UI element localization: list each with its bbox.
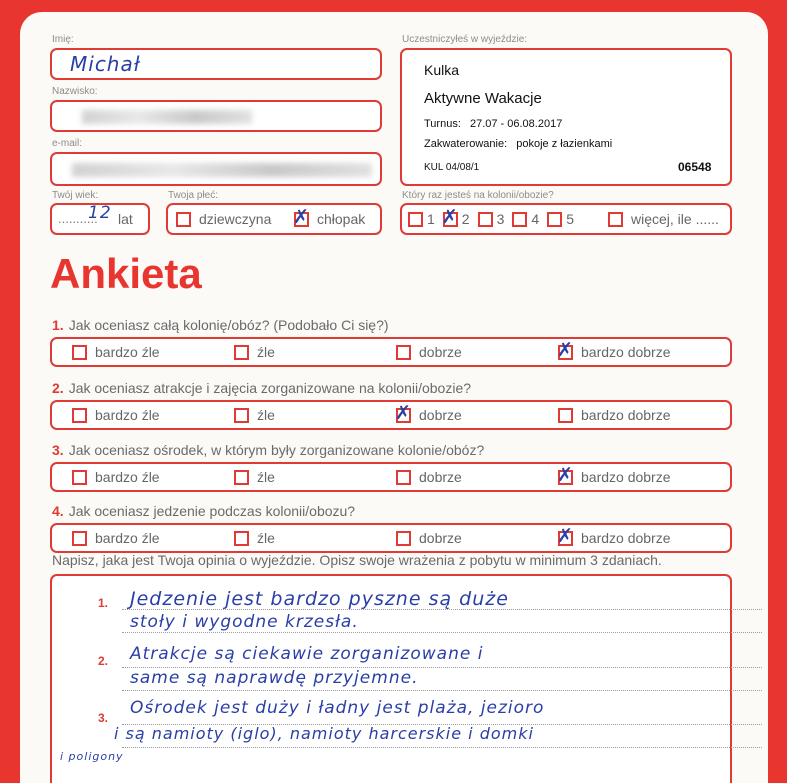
- opinion-line: stoły i wygodne krzesła.: [130, 612, 359, 632]
- check-mark-icon: ✗: [557, 524, 573, 547]
- rating-label: bardzo źle: [95, 407, 160, 423]
- trip-code: KUL 04/08/1: [424, 162, 480, 173]
- rating-label: bardzo dobrze: [581, 469, 671, 485]
- redacted-surname: [82, 110, 252, 124]
- turnus-row: [424, 118, 562, 130]
- ktory-raz-label: Który raz jesteś na kolonii/obozie?: [402, 190, 554, 201]
- option-1[interactable]: [72, 469, 160, 485]
- rating-checkbox[interactable]: [396, 345, 411, 360]
- question-1-text: [52, 317, 389, 333]
- opinion-number: 3.: [98, 711, 109, 725]
- rating-checkbox[interactable]: [396, 531, 411, 546]
- rating-checkbox[interactable]: [72, 345, 87, 360]
- option-3[interactable]: [396, 469, 462, 485]
- wiek-label: Twój wiek:: [52, 190, 99, 201]
- opinion-line: i poligony: [60, 750, 124, 763]
- question-label: Jak oceniasz atrakcje i zajęcia zorganizowane na kolonii/obozie?: [68, 380, 472, 396]
- opinion-number: 2.: [98, 654, 109, 668]
- opinion-number: 1.: [98, 596, 109, 610]
- opinion-line: Atrakcje są ciekawie zorganizowane i: [130, 644, 484, 664]
- zakw-label: Zakwaterowanie:: [424, 138, 508, 150]
- rating-label: dobrze: [419, 469, 462, 485]
- wiek-dots: ...........: [58, 211, 98, 226]
- nazwisko-field[interactable]: [50, 100, 382, 132]
- times-option-2[interactable]: [441, 205, 470, 228]
- rating-label: źle: [257, 344, 275, 360]
- opinion-box[interactable]: [50, 574, 732, 783]
- question-1-options: [50, 337, 732, 367]
- option-wiecej[interactable]: [608, 211, 719, 227]
- plec-field: [166, 203, 382, 235]
- question-number: 3.: [52, 442, 64, 458]
- imie-label: Imię:: [52, 34, 74, 45]
- chlopak-label: chłopak: [317, 211, 366, 227]
- rating-label: źle: [257, 469, 275, 485]
- check-mark-icon: ✗: [557, 338, 573, 361]
- rating-checkbox[interactable]: [557, 463, 573, 486]
- times-option-3[interactable]: [478, 211, 505, 227]
- zakw-row: [424, 138, 612, 150]
- question-number: 2.: [52, 380, 64, 396]
- question-4-options: [50, 523, 732, 553]
- opinion-line: Ośrodek jest duży i ładny jest plaża, jezioro: [130, 698, 545, 718]
- trip-name: Kulka: [424, 62, 460, 78]
- times-checkbox[interactable]: [408, 212, 423, 227]
- rating-checkbox[interactable]: [396, 470, 411, 485]
- survey-sheet: [20, 12, 768, 783]
- times-checkbox[interactable]: [512, 212, 527, 227]
- option-dziewczyna[interactable]: [176, 211, 271, 227]
- uczestniczyles-label: Uczestniczyłeś w wyjeździe:: [402, 34, 528, 45]
- option-1[interactable]: [72, 530, 160, 546]
- trip-program: Aktywne Wakacje: [424, 90, 542, 107]
- rule-line: [122, 632, 762, 633]
- question-label: Jak oceniasz ośrodek, w którym były zorganizowane kolonie/obóz?: [68, 442, 485, 458]
- redacted-email: [72, 163, 372, 177]
- chlopak-checkbox[interactable]: [293, 205, 309, 228]
- wiecej-checkbox[interactable]: [608, 212, 623, 227]
- trip-info-box: [400, 48, 732, 186]
- rating-checkbox[interactable]: [395, 401, 411, 424]
- rating-checkbox[interactable]: [558, 408, 573, 423]
- zakw-value: pokoje z łazienkami: [516, 138, 613, 150]
- times-label: 2: [461, 211, 470, 227]
- rating-checkbox[interactable]: [557, 524, 573, 547]
- email-label: e-mail:: [52, 138, 83, 149]
- rating-label: bardzo dobrze: [581, 407, 671, 423]
- option-4[interactable]: [557, 463, 671, 486]
- opinion-line: i są namioty (iglo), namioty harcerskie i domki: [114, 724, 534, 743]
- rating-checkbox[interactable]: [234, 408, 249, 423]
- question-3-options: [50, 462, 732, 492]
- times-option-5[interactable]: [547, 211, 574, 227]
- times-checkbox[interactable]: [441, 205, 458, 228]
- rating-label: bardzo źle: [95, 469, 160, 485]
- question-number: 1.: [52, 317, 64, 333]
- rating-checkbox[interactable]: [72, 531, 87, 546]
- imie-value: Michał: [70, 52, 141, 76]
- trip-number: 06548: [678, 160, 712, 174]
- rule-line: [122, 690, 762, 691]
- rating-label: bardzo dobrze: [581, 530, 671, 546]
- rating-label: bardzo dobrze: [581, 344, 671, 360]
- option-3[interactable]: [396, 530, 462, 546]
- question-label: Jak oceniasz jedzenie podczas kolonii/obozu?: [68, 503, 356, 519]
- option-2[interactable]: [234, 530, 275, 546]
- question-4-text: [52, 503, 355, 519]
- times-label: 1: [427, 211, 435, 227]
- rating-checkbox[interactable]: [72, 408, 87, 423]
- question-3-text: [52, 442, 484, 458]
- rating-checkbox[interactable]: [72, 470, 87, 485]
- times-options: [408, 205, 574, 228]
- times-label: 4: [531, 211, 540, 227]
- turnus-value: 27.07 - 06.08.2017: [469, 118, 563, 130]
- check-mark-icon: ✗: [293, 205, 309, 228]
- turnus-label: Turnus:: [424, 118, 461, 130]
- imie-field[interactable]: [50, 48, 382, 80]
- plec-label: Twoja płeć:: [168, 190, 219, 201]
- times-option-4[interactable]: [512, 211, 539, 227]
- rating-label: dobrze: [419, 530, 462, 546]
- check-mark-icon: ✗: [441, 205, 458, 228]
- opinion-line: same są naprawdę przyjemne.: [130, 668, 419, 688]
- wiecej-label: więcej, ile ......: [631, 211, 719, 227]
- option-4[interactable]: [558, 407, 671, 423]
- dziewczyna-label: dziewczyna: [199, 211, 272, 227]
- question-number: 4.: [52, 503, 64, 519]
- times-label: 5: [566, 211, 574, 227]
- option-1[interactable]: [72, 344, 160, 360]
- rating-label: bardzo źle: [95, 344, 160, 360]
- rating-checkbox[interactable]: [557, 338, 573, 361]
- rating-checkbox[interactable]: [234, 470, 249, 485]
- lat-label: lat: [118, 211, 133, 227]
- option-chlopak[interactable]: [293, 205, 366, 228]
- rating-label: źle: [257, 530, 275, 546]
- email-field[interactable]: [50, 152, 382, 186]
- check-mark-icon: ✗: [395, 401, 411, 424]
- option-2[interactable]: [234, 344, 275, 360]
- rating-label: dobrze: [419, 407, 462, 423]
- times-checkbox[interactable]: [478, 212, 493, 227]
- option-4[interactable]: [557, 524, 671, 547]
- times-option-1[interactable]: [408, 211, 435, 227]
- rating-label: bardzo źle: [95, 530, 160, 546]
- wiek-value: 12: [88, 203, 112, 223]
- times-label: 3: [496, 211, 505, 227]
- page-title: Ankieta: [50, 250, 202, 297]
- rating-checkbox[interactable]: [234, 345, 249, 360]
- option-3[interactable]: [396, 344, 462, 360]
- times-checkbox[interactable]: [547, 212, 562, 227]
- option-1[interactable]: [72, 407, 160, 423]
- opinion-line: Jedzenie jest bardzo pyszne są duże: [130, 588, 509, 610]
- option-4[interactable]: [557, 338, 671, 361]
- question-label: Jak oceniasz całą kolonię/obóz? (Podobało Ci się?): [68, 317, 389, 333]
- nazwisko-label: Nazwisko:: [52, 86, 98, 97]
- rating-label: źle: [257, 407, 275, 423]
- question-2-options: [50, 400, 732, 430]
- wiek-field[interactable]: [50, 203, 150, 235]
- rating-checkbox[interactable]: [234, 531, 249, 546]
- dziewczyna-checkbox[interactable]: [176, 212, 191, 227]
- opinion-prompt: Napisz, jaka jest Twoja opinia o wyjeździe. Opisz swoje wrażenia z pobytu w minimum 3 zdaniach.: [52, 552, 662, 568]
- check-mark-icon: ✗: [557, 463, 573, 486]
- ktory-raz-field: [400, 203, 732, 235]
- rule-line: [122, 747, 762, 748]
- rating-label: dobrze: [419, 344, 462, 360]
- option-2[interactable]: [234, 407, 275, 423]
- question-2-text: [52, 380, 471, 396]
- option-2[interactable]: [234, 469, 275, 485]
- option-3[interactable]: [395, 401, 462, 424]
